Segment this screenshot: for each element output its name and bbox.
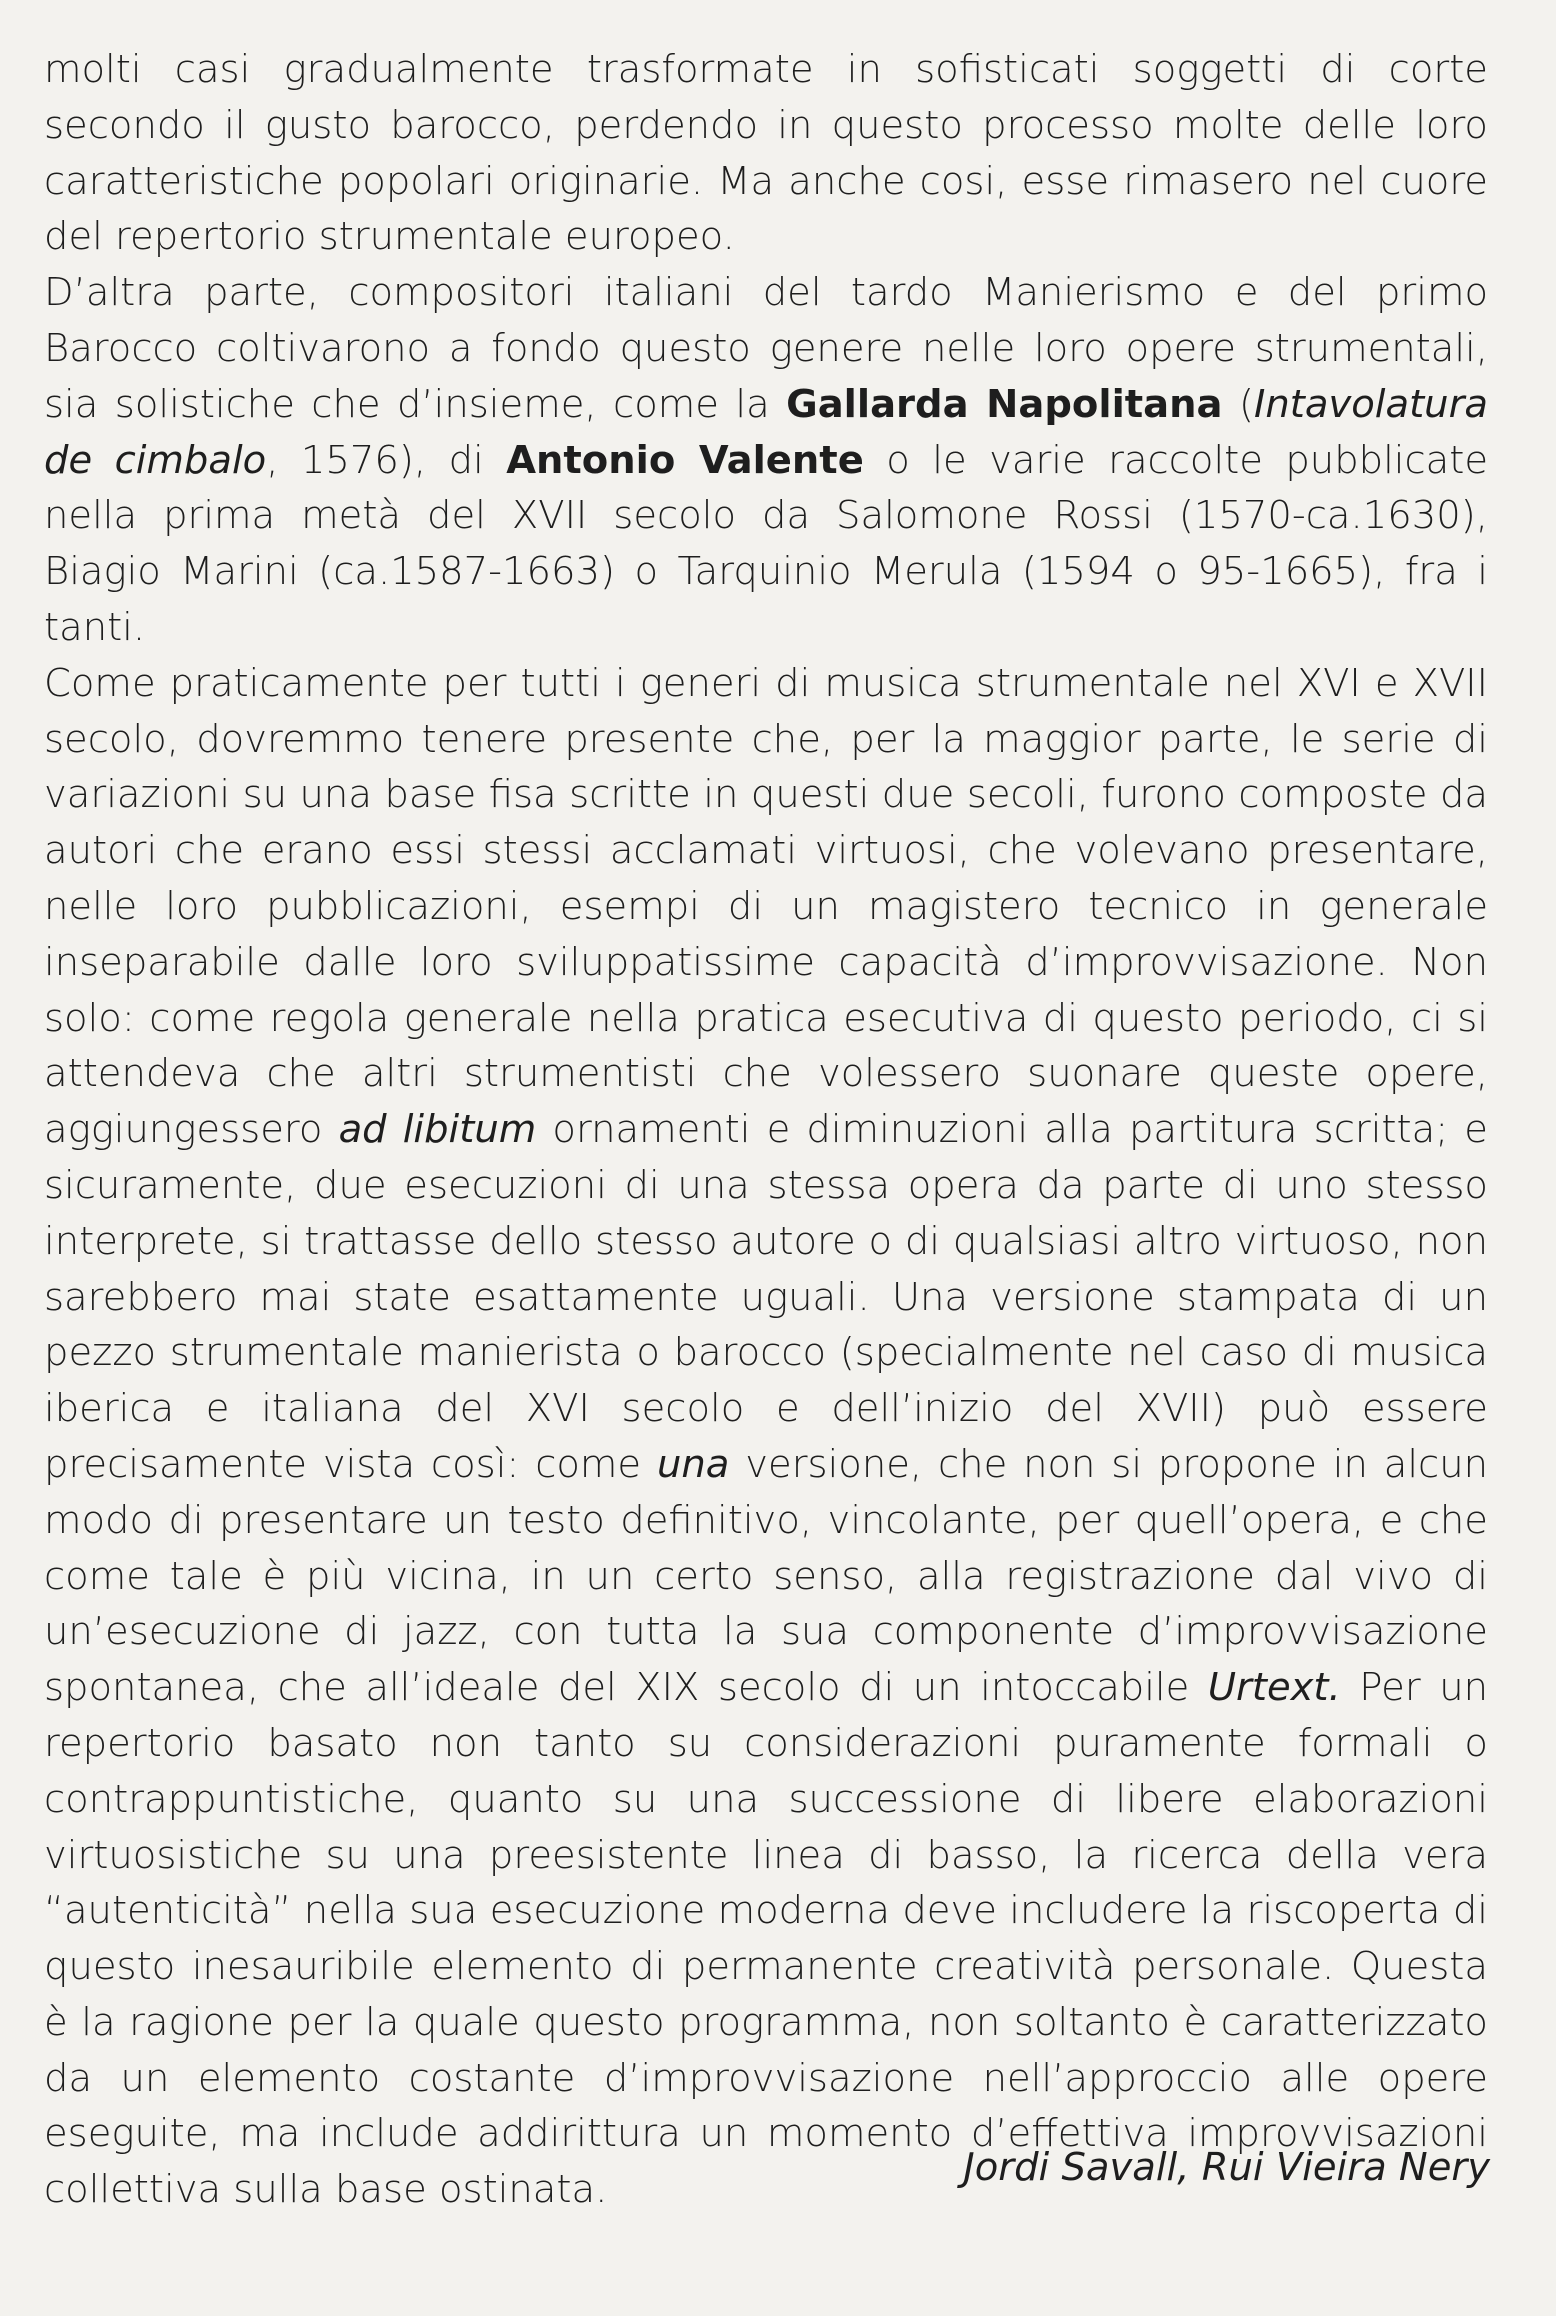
paragraph-1 xyxy=(44,42,1488,265)
work-title-gallarda: Gallarda Napolitana xyxy=(786,381,1223,427)
paragraph-3-text: versione, che non si propone in alcun modo di presentare un testo definitivo, vincolante, per quell’opera, e che come tale è più vicina, in un certo senso, alla registrazione dal vivo di un’esecuzione di jazz, con tutta la sua componente d’improvvisazione spontanea, che all’ideale del XIX secolo di un intoccabile xyxy=(44,1441,1488,1711)
paragraph-3-text: Come praticamente per tutti i generi di musica strumentale nel XVI e XVII secolo, dovremmo tenere presente che, per la maggior parte, le serie di variazioni su una base fisa scritte in questi due secoli, furono composte da autori che erano essi stessi acclamati virtuosi, che volevano presentare, nelle loro pubblicazioni, esempi di un magistero tecnico in generale inseparabile dalle loro sviluppatissime capacità d’improvvisazione. Non solo: come regola generale nella pratica esecutiva di questo periodo, ci si attendeva che altri strumentisti che volessero suonare queste opere, aggiungessero xyxy=(44,660,1488,1153)
paragraph-2-text: o le varie raccolte pubblicate nella prima metà del XVII secolo da Salomone Rossi (1570-ca.1630), Biagio Marini (ca.1587-1663) o Tarquinio Merula (1594 o 95-1665), fra i tanti. xyxy=(44,437,1489,650)
source-title-intavolatura: Intavolatura de cimbalo xyxy=(44,381,1488,483)
emphasis-urtext: Urtext. xyxy=(1207,1665,1341,1711)
emphasis-ad-libitum: ad libitum xyxy=(338,1107,537,1153)
paragraph-2-text: , 1576), di xyxy=(266,437,507,483)
paragraph-3 xyxy=(44,656,1488,2218)
paragraph-2-text: D’altra parte, compositori italiani del tardo Manierismo e del primo Barocco coltivarono a fondo questo genere nelle loro opere strumentali, sia solistiche che d’insieme, come la xyxy=(44,270,1488,427)
composer-name-valente: Antonio Valente xyxy=(506,437,864,483)
paragraph-2-text: ( xyxy=(1222,381,1254,427)
emphasis-una: una xyxy=(656,1441,730,1487)
paragraph-1-text: molti casi gradualmente trasformate in sofisticati soggetti di corte secondo il gusto barocco, perdendo in questo processo molte delle loro caratteristiche popolari originarie. Ma anche cosi, esse rimasero nel cuore del repertorio strumentale europeo. xyxy=(44,47,1488,260)
article-body xyxy=(44,42,1488,2218)
paragraph-2 xyxy=(44,265,1488,656)
paragraph-3-text: Per un repertorio basato non tanto su considerazioni puramente formali o contrappuntistiche, quanto su una successione di libere elaborazioni virtuosistiche su una preesistente linea di basso, la ricerca della vera “autenticità” nella sua esecuzione moderna deve includere la riscoperta di questo inesauribile elemento di permanente creatività personale. Questa è la ragione per la quale questo programma, non soltanto è caratterizzato da un elemento costante d’improvvisazione nell’approccio alle opere eseguite, ma include addirittura un momento d’effettiva improvvisazioni collettiva sulla base ostinata. xyxy=(44,1665,1488,2213)
author-signature: Jordi Savall, Rui Vieira Nery xyxy=(963,2145,1490,2190)
paragraph-3-text: ornamenti e diminuzioni alla partitura scritta; e sicuramente, due esecuzioni di una stessa opera da parte di uno stesso interprete, si trattasse dello stesso autore o di qualsiasi altro virtuoso, non sarebbero mai state esattamente uguali. Una versione stampata di un pezzo strumentale manierista o barocco (specialmente nel caso di musica iberica e italiana del XVI secolo e dell’inizio del XVII) può essere precisamente vista così: come xyxy=(44,1107,1488,1487)
